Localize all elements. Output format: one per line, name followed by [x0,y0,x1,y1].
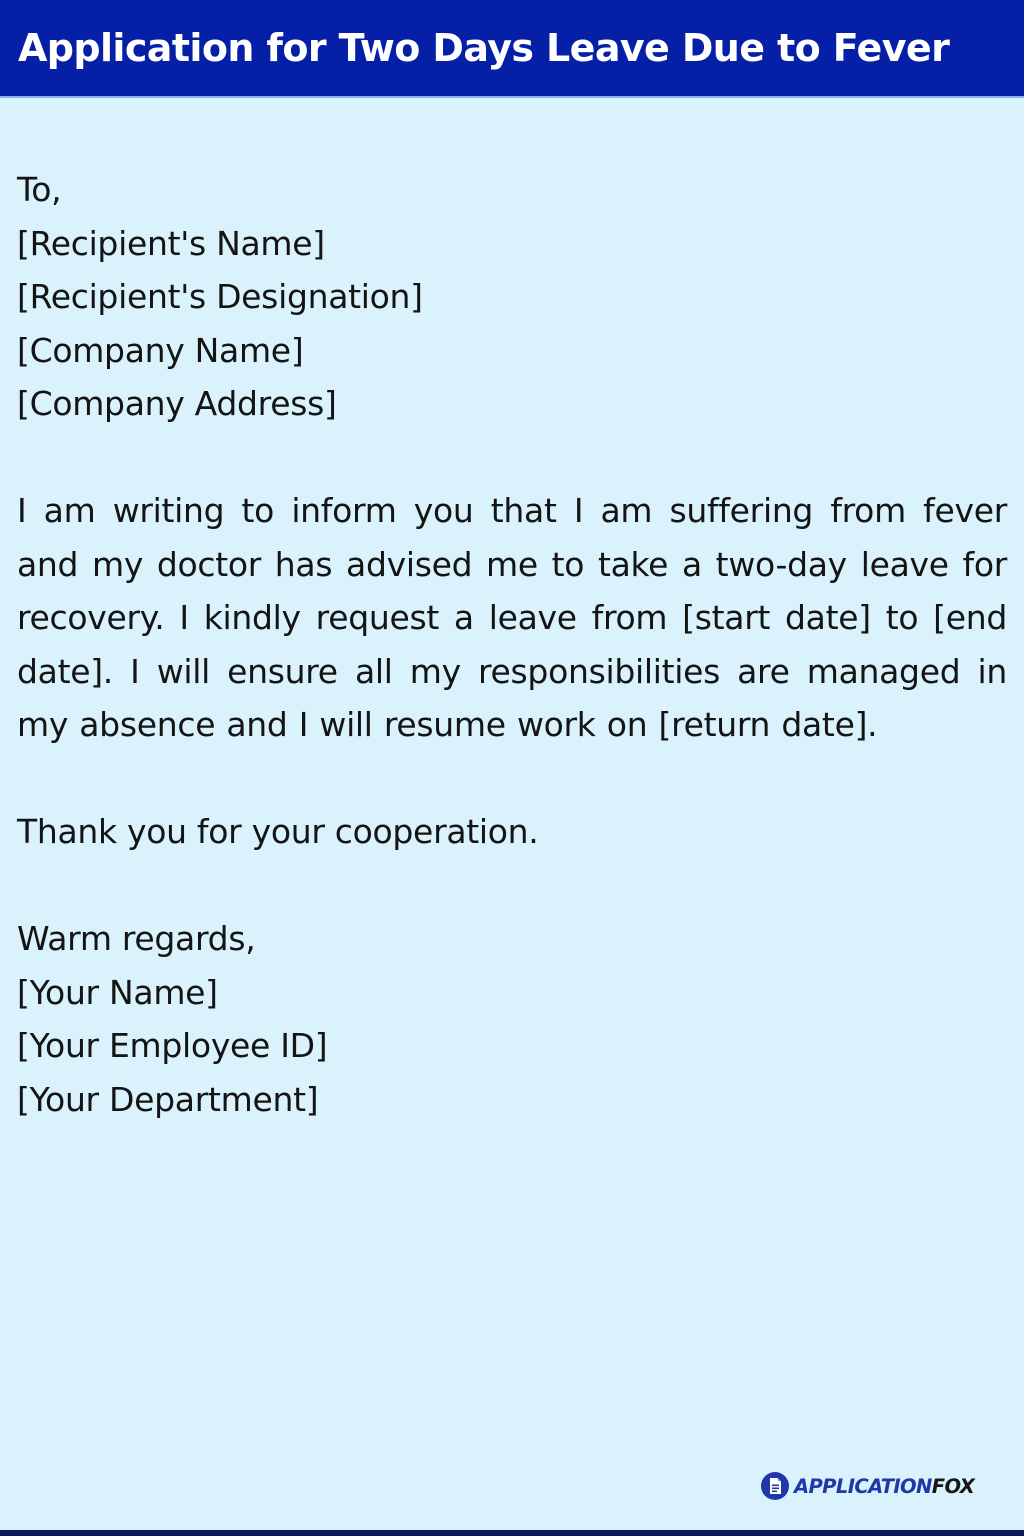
brand-logo [760,1469,974,1503]
spacer [17,752,1007,806]
spacer [17,859,1007,913]
brand-name-part2: FOX [931,1474,975,1498]
salutation: To, [17,170,62,209]
closing: Warm regards, [17,919,256,958]
signature-name: [Your Name] [17,972,218,1012]
company-name: [Company Name] [17,330,304,370]
document-icon [760,1471,790,1501]
recipient-name: [Recipient's Name] [17,223,325,263]
thanks-line: Thank you for your cooperation. [17,812,539,851]
title-bar [0,0,1024,98]
signature-department: [Your Department] [17,1079,319,1119]
page-title: Application for Two Days Leave Due to Fever [18,26,950,70]
spacer [17,431,1007,485]
company-address: [Company Address] [17,384,337,423]
brand-name-part1: APPLICATION [794,1474,932,1498]
brand-name [794,1475,974,1498]
footer-bar [0,1530,1024,1536]
letter-content [17,163,1007,1126]
letter-body: I am writing to inform you that I am suffering from fever and my doctor has advised me to take a two-day leave for recovery. I kindly request a leave from [start date] to [end date]. I will ensure all my responsibilities are managed in my absence and I will resume work on [return date]. [17,491,1007,744]
signature-employee-id: [Your Employee ID] [17,1026,328,1065]
recipient-designation: [Recipient's Designation] [17,277,423,316]
